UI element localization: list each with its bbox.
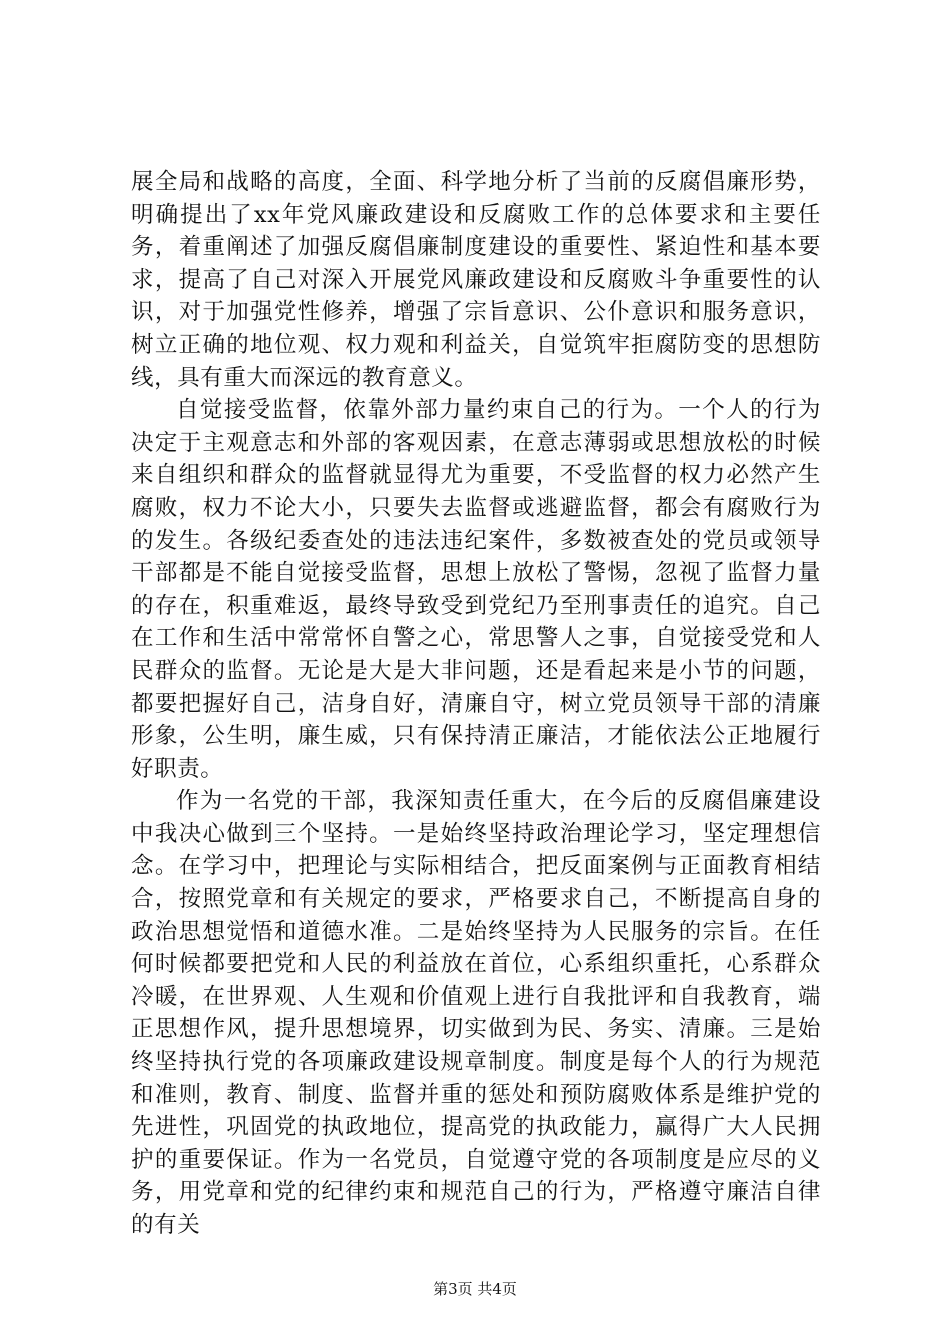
document-body <box>131 166 821 1242</box>
page-number-footer: 第3页 共4页 <box>433 1280 517 1298</box>
paragraph-continuation: 展全局和战略的高度，全面、科学地分析了当前的反腐倡廉形势，明确提出了xx年党风廉政建设和反腐败工作的总体要求和主要任务，着重阐述了加强反腐倡廉制度建设的重要性、紧迫性和基本要求，提高了自己对深入开展党风廉政建设和反腐败斗争重要性的认识，对于加强党性修养，增强了宗旨意识、公仆意识和服务意识，树立正确的地位观、权力观和利益关，自觉筑牢拒腐防变的思想防线，具有重大而深远的教育意义。 <box>131 169 821 391</box>
paragraph-supervision: 自觉接受监督，依靠外部力量约束自己的行为。一个人的行为决定于主观意志和外部的客观因素，在意志薄弱或思想放松的时候来自组织和群众的监督就显得尤为重要，不受监督的权力必然产生腐败，权力不论大小，只要失去监督或逃避监督，都会有腐败行为的发生。各级纪委查处的违法违纪案件，多数被查处的党员或领导干部都是不能自觉接受监督，思想上放松了警惕，忽视了监督力量的存在，积重难返，最终导致受到党纪乃至刑事责任的追究。自己在工作和生活中常常怀自警之心，常思警人之事，自觉接受党和人民群众的监督。无论是大是大非问题，还是看起来是小节的问题，都要把握好自己，洁身自好，清廉自守，树立党员领导干部的清廉形象，公生明，廉生威，只有保持清正廉洁，才能依法公正地履行好职责。 <box>131 397 821 782</box>
paragraph-three-commitments: 作为一名党的干部，我深知责任重大，在今后的反腐倡廉建设中我决心做到三个坚持。一是始终坚持政治理论学习，坚定理想信念。在学习中，把理论与实际相结合，把反面案例与正面教育相结合，按照党章和有关规定的要求，严格要求自己，不断提高自身的政治思想觉悟和道德水准。二是始终坚持为人民服务的宗旨。在任何时候都要把党和人民的利益放在首位，心系组织重托，心系群众冷暖，在世界观、人生观和价值观上进行自我批评和自我教育，端正思想作风，提升思想境界，切实做到为民、务实、清廉。三是始终坚持执行党的各项廉政建设规章制度。制度是每个人的行为规范和准则，教育、制度、监督并重的惩处和预防腐败体系是维护党的先进性，巩固党的执政地位，提高党的执政能力，赢得广大人民拥护的重要保证。作为一名党员，自觉遵守党的各项制度是应尽的义务，用党章和党的纪律约束和规范自己的行为，严格遵守廉洁自律的有关 <box>131 788 821 1238</box>
